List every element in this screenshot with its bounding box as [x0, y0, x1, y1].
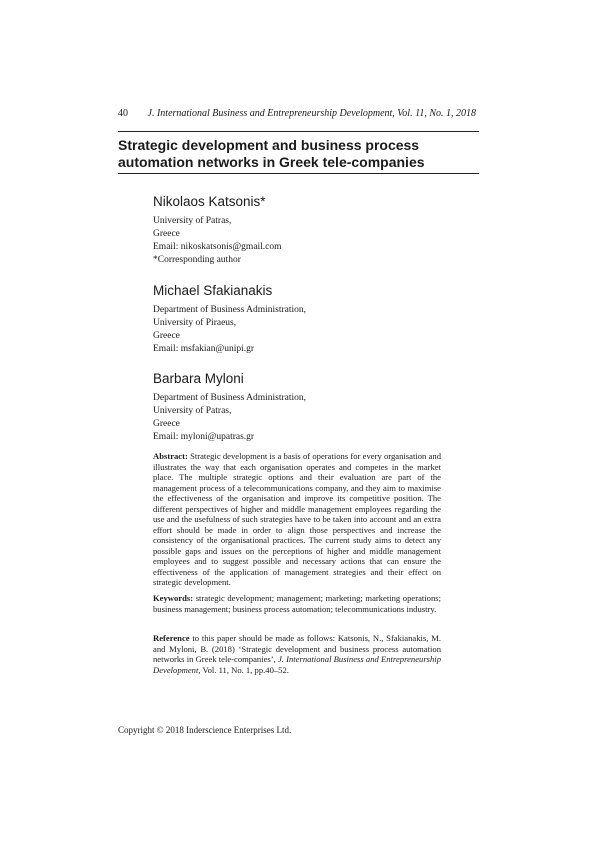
- keywords-label: Keywords:: [153, 593, 194, 603]
- author-country: Greece: [153, 419, 180, 429]
- paper-title: Strategic development and business process automation networks in Greek tele-companies: [118, 137, 425, 170]
- author-email: Email: nikoskatsonis@gmail.com: [153, 242, 282, 252]
- author-email: Email: myloni@upatras.gr: [153, 432, 255, 442]
- author-block-1: [153, 193, 473, 267]
- keywords-text: strategic development; management; marketing; marketing operations; business management; business process automation; telecommunications industry.: [153, 593, 441, 614]
- journal-title: J. International Business and Entrepreneurship Development, Vol. 11, No. 1, 2018: [147, 108, 476, 119]
- abstract-label: Abstract:: [153, 451, 188, 461]
- running-header: [118, 108, 476, 122]
- author-email: Email: msfakian@unipi.gr: [153, 344, 255, 354]
- reference-text: to this paper should be made as follows: Katsonis, N., Sfakianakis, M. and Myloni, B. (2018) ‘Strategic development and business process automation networks in Greek tele-companies’,: [153, 633, 441, 664]
- author-country: Greece: [153, 229, 180, 239]
- author-name: Barbara Myloni: [153, 371, 244, 386]
- reference-volume: , Vol. 11, No. 1, pp.40–52.: [198, 664, 289, 675]
- author-department: Department of Business Administration,: [153, 393, 307, 403]
- author-affiliation: University of Patras,: [153, 406, 232, 416]
- title-rule-bottom: [118, 173, 479, 174]
- abstract-text: Strategic development is a basis of operations for every organisation and illustrates the way that each organisation operates and competes in the market place. The multiple strategic options and their evaluation are part of the management process of a telecommunications company, and they aim to maximise the effectiveness of the organisation and improve its competitive position. The different perspectives of higher and middle management employees regarding the use and the usefulness of such strategies have to be taken into account and an extra effort should be made in order to align those perspectives and increase the consistency of the organisational practices. The current study aims to detect any possible gaps and issues on the perceptions of higher and middle management employees and to suggest possible and necessary actions that can ensure the effectiveness of the application of management strategies and their effect on strategic development.: [153, 451, 441, 587]
- reference-label: Reference: [153, 633, 190, 643]
- corresponding-author-note: *Corresponding author: [153, 255, 241, 265]
- keywords: [153, 593, 441, 614]
- author-affiliation: University of Piraeus,: [153, 318, 237, 328]
- title-rule-top: [118, 131, 479, 132]
- author-block-2: [153, 282, 473, 356]
- abstract: [153, 451, 441, 588]
- author-country: Greece: [153, 331, 180, 341]
- author-name: Michael Sfakianakis: [153, 283, 273, 298]
- reference-journal: J. International Business and Entrepreneurship Development: [153, 654, 441, 675]
- reference: [153, 633, 441, 675]
- page-number: 40: [118, 108, 128, 119]
- author-department: Department of Business Administration,: [153, 305, 307, 315]
- author-name: Nikolaos Katsonis*: [153, 194, 266, 209]
- copyright-notice: Copyright © 2018 Inderscience Enterprises Ltd.: [118, 725, 292, 735]
- author-affiliation: University of Patras,: [153, 216, 232, 226]
- author-block-3: [153, 370, 473, 444]
